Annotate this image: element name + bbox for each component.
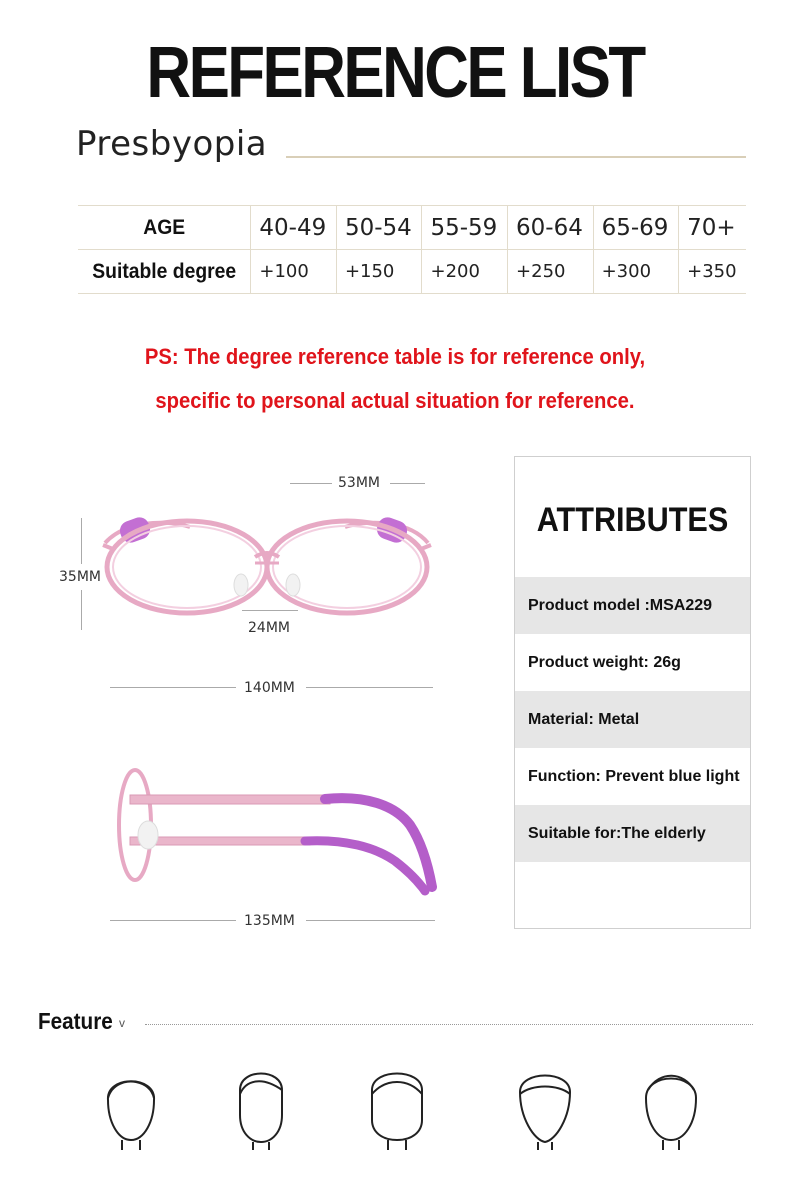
section-subtitle: Presbyopia: [76, 124, 268, 164]
lens-width-line-left: [290, 483, 332, 484]
temple-length-label: 135MM: [244, 913, 295, 929]
age-cell: 55-59: [422, 206, 508, 250]
bridge-line: [242, 610, 298, 611]
frame-width-line-left: [110, 687, 236, 688]
glasses-front-view: [95, 505, 440, 635]
attribute-weight: Product weight: 26g: [528, 653, 681, 671]
page-title: REFERENCE LIST: [146, 33, 644, 113]
degree-cell: +200: [422, 250, 508, 294]
bridge-label: 24MM: [248, 620, 290, 636]
feature-divider: [145, 1024, 753, 1025]
lens-width-line-right: [390, 483, 425, 484]
lens-width-label: 53MM: [338, 475, 380, 491]
degree-cell: +250: [508, 250, 594, 294]
face-shape-heart-icon: [510, 1060, 580, 1150]
ps-note-line-1: PS: The degree reference table is for reference only,: [144, 344, 646, 369]
temple-length-line-left: [110, 920, 236, 921]
age-cell: 40-49: [251, 206, 337, 250]
frame-width-line-right: [306, 687, 433, 688]
degree-header: Suitable degree: [85, 250, 244, 294]
face-shape-square-icon: [362, 1060, 432, 1150]
degree-cell: +350: [679, 250, 746, 294]
chevron-down-icon: v: [119, 1016, 125, 1030]
face-shape-oval-icon: [96, 1060, 166, 1150]
age-cell: 70+: [679, 206, 746, 250]
face-shape-round-icon: [636, 1060, 706, 1150]
age-row: [78, 206, 746, 250]
temple-length-line-right: [306, 920, 435, 921]
degree-reference-table: [78, 205, 746, 294]
attribute-suitable-for: Suitable for:The elderly: [515, 805, 750, 862]
attribute-function: Function: Prevent blue light: [528, 767, 740, 785]
lens-height-line-bottom: [81, 590, 82, 630]
degree-cell: +150: [336, 250, 422, 294]
attributes-panel: [514, 456, 751, 929]
attribute-material: Material: Metal: [515, 691, 750, 748]
feature-heading: Feature: [38, 1008, 113, 1034]
glasses-side-view: [110, 765, 445, 900]
age-cell: 65-69: [593, 206, 679, 250]
age-header: AGE: [85, 206, 244, 250]
degree-cell: +300: [593, 250, 679, 294]
age-cell: 50-54: [336, 206, 422, 250]
lens-height-line-top: [81, 518, 82, 564]
ps-note-line-2: specific to personal actual situation for reference.: [155, 388, 635, 413]
frame-width-label: 140MM: [244, 680, 295, 696]
face-shape-long-icon: [226, 1060, 296, 1150]
subtitle-divider: [286, 156, 746, 158]
age-cell: 60-64: [508, 206, 594, 250]
lens-height-label: 35MM: [59, 569, 101, 585]
degree-cell: +100: [251, 250, 337, 294]
degree-row: [78, 250, 746, 294]
attribute-model: Product model :MSA229: [515, 577, 750, 634]
attributes-title: ATTRIBUTES: [536, 501, 729, 539]
